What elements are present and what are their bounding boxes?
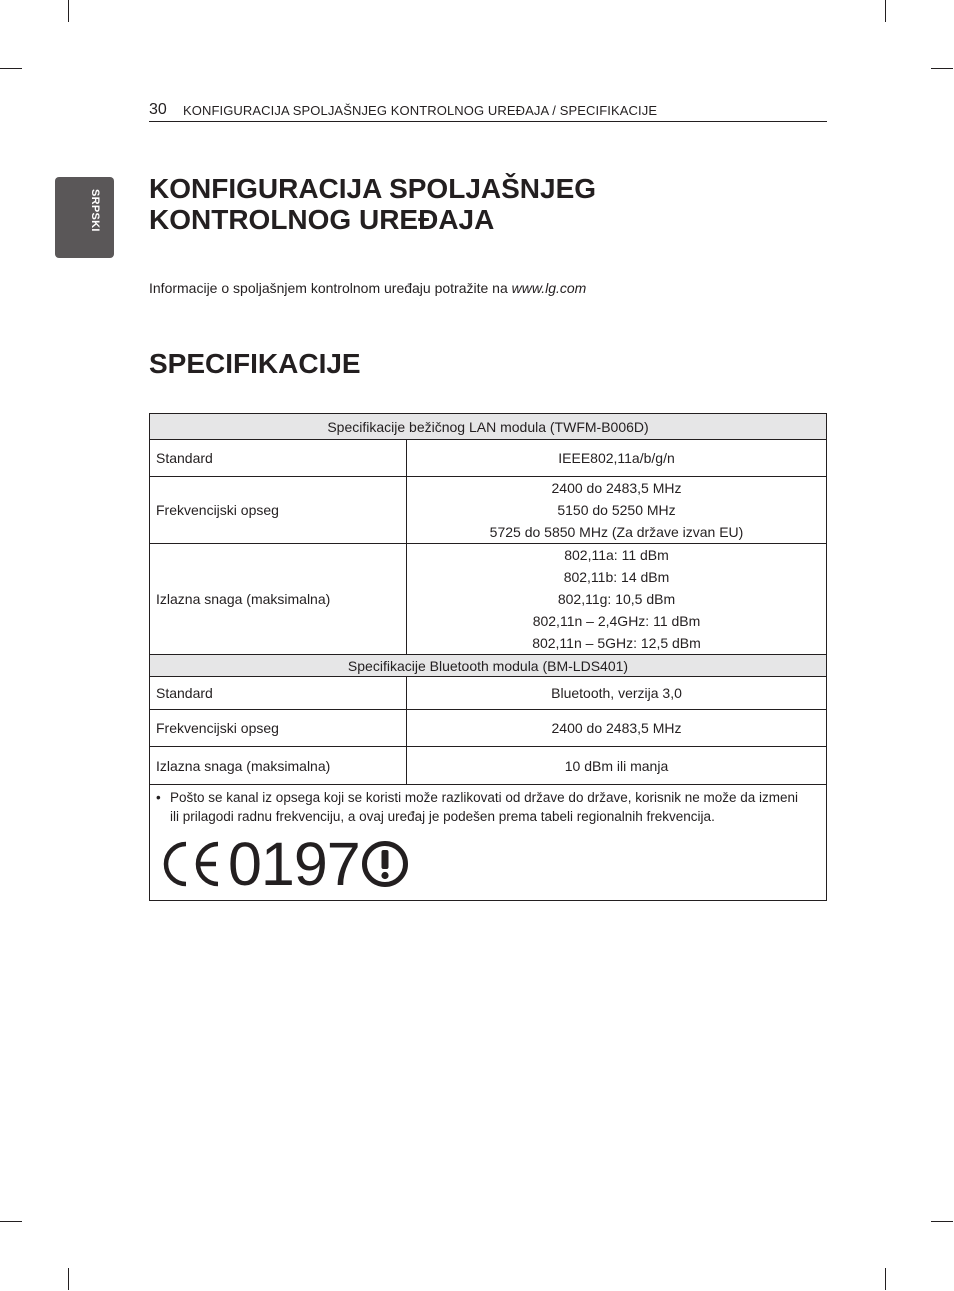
spec-table <box>149 413 827 901</box>
note-text: Pošto se kanal iz opsega koji se koristi može razlikovati od države do države, korisnik ne može da izmeni ili prilagodi radnu frekvenciju, a ovaj uređaj je podešen prema tabeli regionalnih frekvencija. <box>170 790 799 824</box>
value-line: 5725 do 5850 MHz (Za države izvan EU) <box>489 524 744 540</box>
table-section-header <box>150 414 827 440</box>
row-label: Frekvencijski opseg <box>150 477 407 544</box>
note-cell <box>150 785 827 901</box>
row-value <box>407 544 827 655</box>
value-line: 2400 do 2483,5 MHz <box>551 480 682 496</box>
value-line: 802,11n – 2,4GHz: 11 dBm <box>532 613 701 629</box>
crop-mark <box>931 1221 953 1222</box>
crop-mark <box>0 68 22 69</box>
alert-icon <box>361 840 409 888</box>
section-title-external-control: KONFIGURACIJA SPOLJAŠNJEG KONTROLNOG UREĐAJA <box>149 173 597 235</box>
row-value: Bluetooth, verzija 3,0 <box>407 677 827 710</box>
table-section-header <box>150 655 827 677</box>
table-row <box>150 677 827 710</box>
row-value: 10 dBm ili manja <box>407 747 827 785</box>
page-number: 30 <box>149 101 167 118</box>
intro-sentence: Informacije o spoljašnjem kontrolnom uređaju potražite na <box>149 280 508 296</box>
row-label: Standard <box>150 677 407 710</box>
bluetooth-header: Specifikacije Bluetooth modula (BM-LDS401) <box>150 655 827 677</box>
ce-mark-icon <box>158 839 224 889</box>
table-note-row <box>150 785 827 901</box>
row-label: Frekvencijski opseg <box>150 710 407 747</box>
crop-mark <box>68 0 69 22</box>
row-value: 2400 do 2483,5 MHz <box>407 710 827 747</box>
language-tab <box>55 177 114 258</box>
crop-mark <box>885 1268 886 1290</box>
table-row <box>150 440 827 477</box>
language-tab-label: SRPSKI <box>89 189 101 232</box>
value-line: 802,11n – 5GHz: 12,5 dBm <box>532 635 701 651</box>
table-row <box>150 710 827 747</box>
value-line: 5150 do 5250 MHz <box>557 502 676 518</box>
ce-marking <box>158 830 826 898</box>
bullet: • <box>156 790 161 805</box>
page-header <box>149 100 827 122</box>
row-label: Standard <box>150 440 407 477</box>
crop-mark <box>68 1268 69 1290</box>
note-item <box>156 788 806 826</box>
intro-text <box>149 280 586 297</box>
value-line: IEEE802,11a/b/g/n <box>558 450 675 466</box>
wlan-header: Specifikacije bežičnog LAN modula (TWFM-B006D) <box>150 414 827 440</box>
row-value <box>407 477 827 544</box>
notified-body-number: 0197 <box>228 830 360 898</box>
table-row <box>150 747 827 785</box>
crop-mark <box>0 1221 22 1222</box>
running-title: KONFIGURACIJA SPOLJAŠNJEG KONTROLNOG UREĐAJA / SPECIFIKACIJE <box>183 103 658 118</box>
section-title-specifications: SPECIFIKACIJE <box>149 348 361 379</box>
lg-website-link[interactable]: www.lg.com <box>511 280 587 296</box>
row-label: Izlazna snaga (maksimalna) <box>150 544 407 655</box>
table-row <box>150 477 827 544</box>
crop-mark <box>931 68 953 69</box>
value-line: 802,11g: 10,5 dBm <box>557 591 676 607</box>
value-line: 802,11b: 14 dBm <box>563 569 670 585</box>
table-row <box>150 544 827 655</box>
row-value <box>407 440 827 477</box>
crop-mark <box>885 0 886 22</box>
row-label: Izlazna snaga (maksimalna) <box>150 747 407 785</box>
value-line: 802,11a: 11 dBm <box>564 547 669 563</box>
